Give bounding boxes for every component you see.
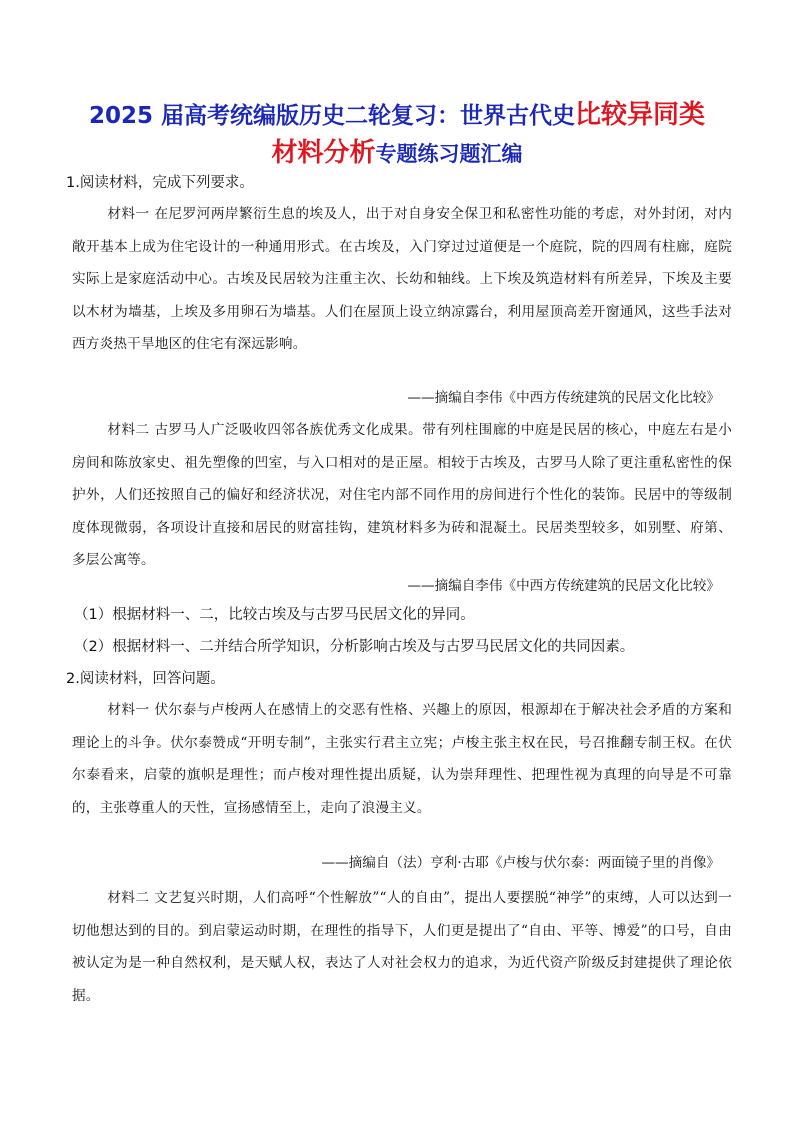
- q1-material-1-source: ——摘编自李伟《中西方传统建筑的民居文化比较》: [407, 390, 720, 406]
- title-text-blue: 专题练习题汇编: [375, 142, 523, 166]
- q2-material-1: 材料一 伏尔泰与卢梭两人在感情上的交恶有性格、兴趣上的原因，根源却在于解决社会矛盾的方案和理论上的斗争。伏尔泰赞成“开明专制”，主张实行君主立宪；卢梭主张主权在民，号召推翻专制王权。在伏尔泰看来，启蒙的旗帜是理性；而卢梭对理性提出质疑，认为崇拜理性、把理性视为真理的向导是不可靠的，主张尊重人的天性，宣扬感情至上，走向了浪漫主义。: [72, 702, 732, 816]
- q2-material-2: 材料二 文艺复兴时期，人们高呼“个性解放”“人的自由”，提出人要摆脱“神学”的束缚，人可以达到一切他想达到的目的。到启蒙运动时期，在理性的指导下，人们更是提出了“自由、平等、博爱”的口号，自由被认定为是一种自然权利，是天赋人权，表达了人对社会权力的追求，为近代资产阶级反封建提供了理论依据。: [72, 890, 732, 1004]
- title-text-red: 材料分析: [271, 138, 376, 168]
- q1-material-1: 材料一 在尼罗河两岸繁衍生息的埃及人，出于对自身安全保卫和私密性功能的考虑，对外封闭，对内敞开基本上成为住宅设计的一种通用形式。在古埃及，入门穿过过道便是一个庭院，院的四周有柱廊，庭院实际上是家庭活动中心。古埃及民居较为注重主次、长幼和轴线。上下埃及筑造材料有所差异，下埃及主要以木材为墙基，上埃及多用卵石为墙基。人们在屋顶上设立纳凉露台，利用屋顶高差开窗通风，这些手法对西方炎热干旱地区的住宅有深远影响。: [72, 206, 732, 353]
- document-title-line1: [60, 98, 734, 133]
- question-1-heading: 1.阅读材料，完成下列要求。: [66, 175, 254, 191]
- document-title-line2: [60, 136, 734, 171]
- q1-material-2: 材料二 古罗马人广泛吸收四邻各族优秀文化成果。带有列柱围廊的中庭是民居的核心，中庭左右是小房间和陈放家史、祖先塑像的凹室，与入口相对的是正屋。相较于古埃及，古罗马人除了更注重私密性的保护外，人们还按照自己的偏好和经济状况，对住宅内部不同作用的房间进行个性化的装饰。民居中的等级制度体现微弱，各项设计直接和居民的财富挂钩，建筑材料多为砖和混凝土。民居类型较多，如别墅、府第、多层公寓等。: [72, 422, 732, 569]
- question-2-heading: 2.阅读材料，回答问题。: [66, 671, 225, 687]
- title-text-red: 比较异同类: [575, 100, 706, 130]
- q1-subquestion-1: （1）根据材料一、二，比较古埃及与古罗马民居文化的异同。: [74, 607, 475, 623]
- q1-subquestion-2: （2）根据材料一、二并结合所学知识，分析影响古埃及与古罗马民居文化的共同因素。: [74, 639, 635, 655]
- title-text-blue: 2025 届高考统编版历史二轮复习：世界古代史: [88, 103, 575, 129]
- q2-material-1-source: ——摘编自（法）亨利·古耶《卢梭与伏尔泰：两面镜子里的肖像》: [321, 855, 720, 871]
- q1-material-2-source: ——摘编自李伟《中西方传统建筑的民居文化比较》: [407, 578, 720, 594]
